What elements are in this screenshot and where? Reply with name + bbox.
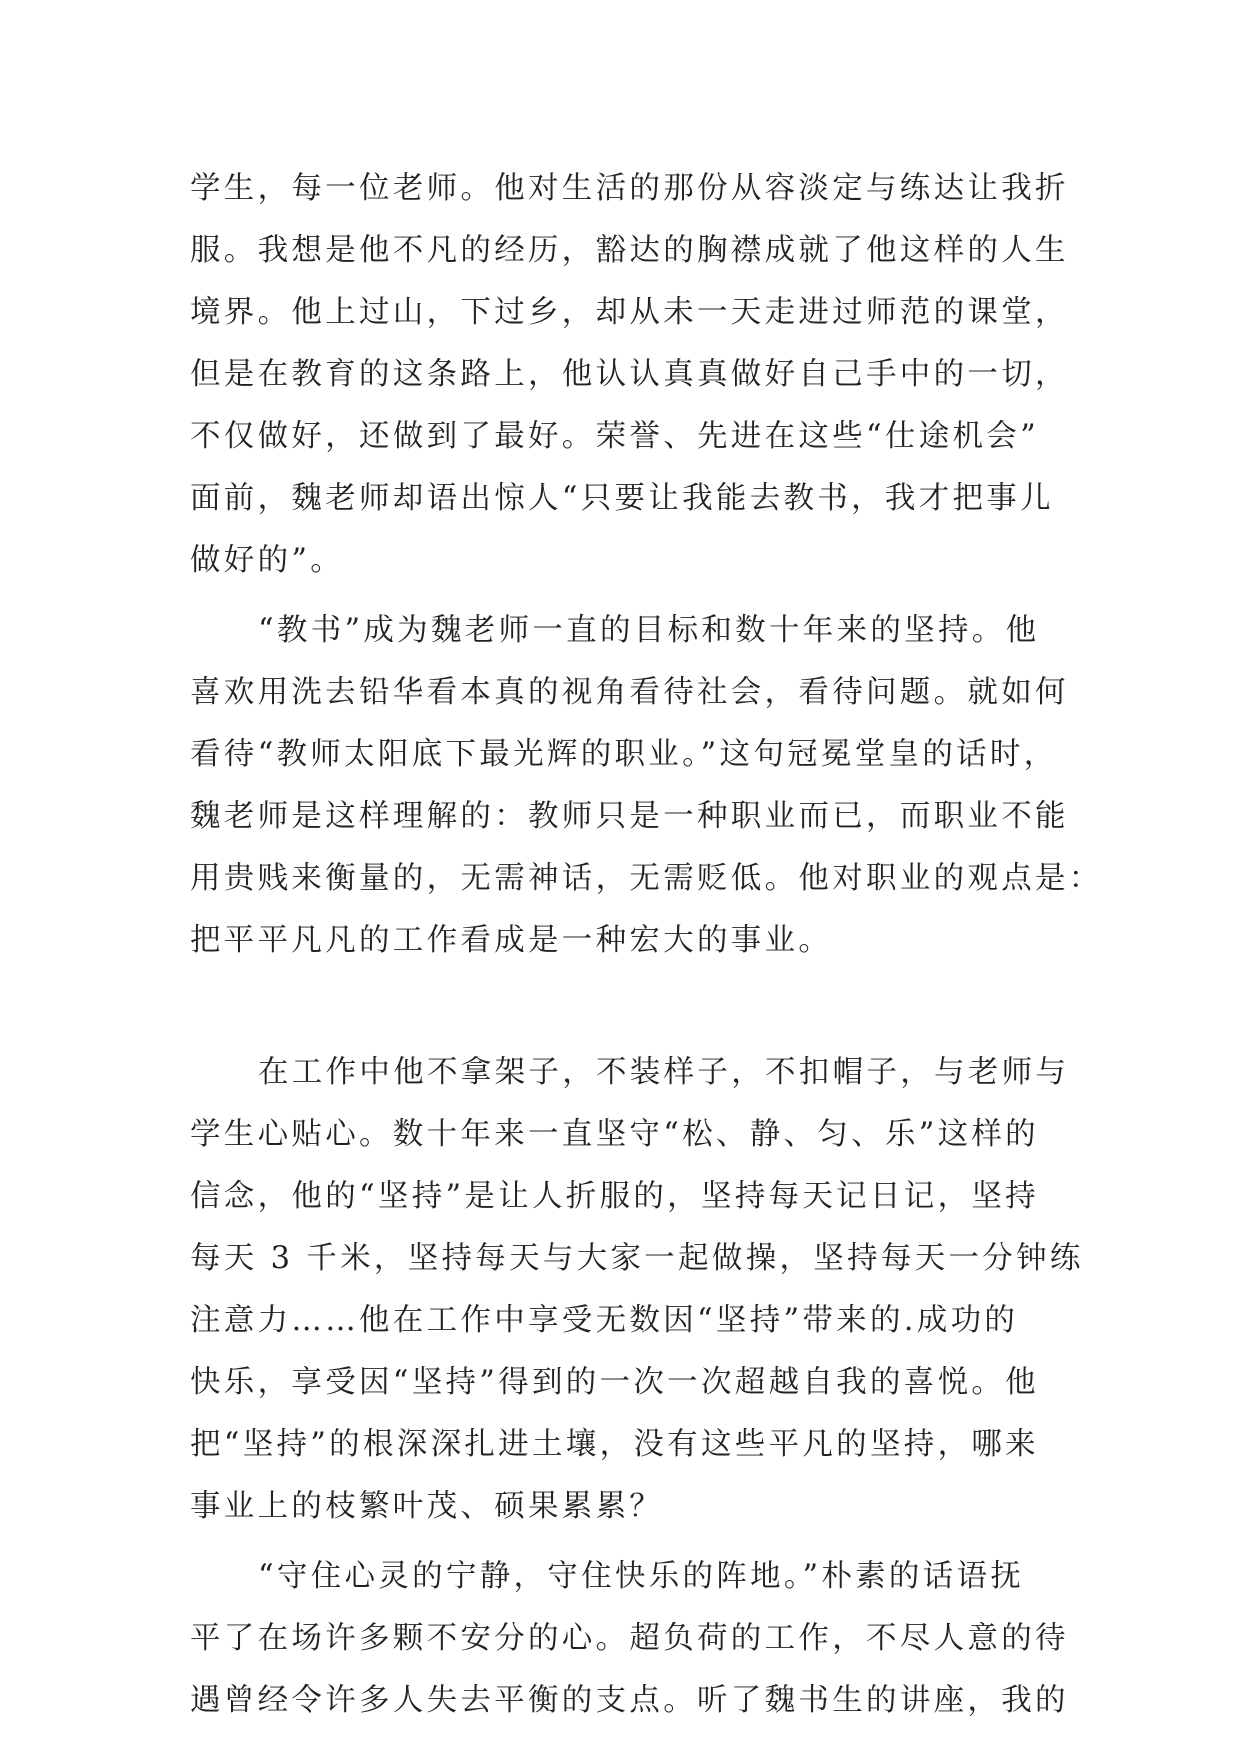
text-line: “教书”成为魏老师一直的目标和数十年来的坚持。他 [258,613,1040,648]
text-line: 快乐，享受因“坚持”得到的一次一次超越自我的喜悦。他 [190,1365,1039,1400]
body-text [190,158,1103,1732]
text-line: 事业上的枝繁叶茂、硕果累累？ [190,1489,664,1524]
paragraph [190,158,1069,592]
paragraph [190,600,1103,1034]
text-line: 每天 3 千米，坚持每天与大家一起做操，坚持每天一分钟练 [190,1241,1084,1276]
text-line: 把平平凡凡的工作看成是一种宏大的事业。 [190,923,833,958]
text-line: 在工作中他不拿架子，不装样子，不扣帽子，与老师与 [258,1055,1070,1090]
text-line: 注意力……他在工作中享受无数因“坚持”带来的.成功的 [190,1303,1019,1338]
paragraph [190,1042,1084,1538]
paragraph [190,1546,1069,1732]
text-line: 把“坚持”的根深深扎进土壤，没有这些平凡的坚持，哪来 [190,1427,1039,1462]
text-line: 学生，每一位老师。他对生活的那份从容淡定与练达让我折 [190,171,1069,206]
text-line: 做好的”。 [190,543,345,578]
text-line: 平了在场许多颗不安分的心。超负荷的工作，不尽人意的待 [190,1621,1069,1656]
text-line: 不仅做好，还做到了最好。荣誉、先进在这些“仕途机会” [190,419,1039,454]
text-line: 用贵贱来衡量的，无需神话，无需贬低。他对职业的观点是： [190,861,1103,896]
text-line: 但是在教育的这条路上，他认认真真做好自己手中的一切， [190,357,1069,392]
text-line: 信念，他的“坚持”是让人折服的，坚持每天记日记，坚持 [190,1179,1039,1214]
text-line: 看待“教师太阳底下最光辉的职业。”这句冠冕堂皇的话时， [190,737,1058,772]
text-line: 境界。他上过山，下过乡，却从未一天走进过师范的课堂， [190,295,1069,330]
text-line: 服。我想是他不凡的经历，豁达的胸襟成就了他这样的人生 [190,233,1069,268]
text-line: 面前，魏老师却语出惊人“只要让我能去教书，我才把事儿 [190,481,1054,516]
text-line: 学生心贴心。数十年来一直坚守“松、静、匀、乐”这样的 [190,1117,1039,1152]
text-line: 遇曾经令许多人失去平衡的支点。听了魏书生的讲座，我的 [190,1683,1069,1718]
text-line: 魏老师是这样理解的：教师只是一种职业而已，而职业不能 [190,799,1069,834]
text-line: “守住心灵的宁静，守住快乐的阵地。”朴素的话语抚 [258,1559,1025,1594]
text-line [190,972,1050,1034]
text-line: 喜欢用洗去铅华看本真的视角看待社会，看待问题。就如何 [190,675,1069,710]
